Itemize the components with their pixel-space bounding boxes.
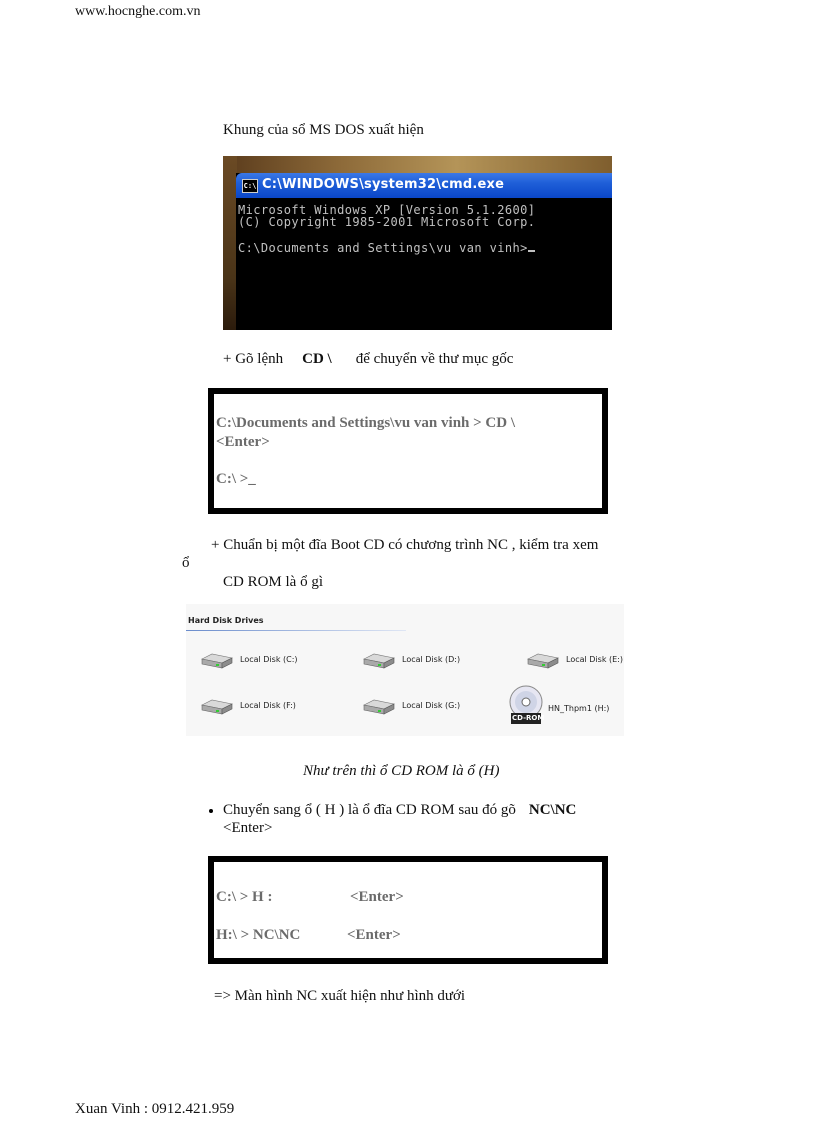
step2-hanging: ổ xyxy=(182,555,190,571)
drives-panel xyxy=(186,604,624,736)
hard-disk-icon xyxy=(362,652,396,670)
footer-author: Xuan Vinh : 0912.421.959 xyxy=(75,1101,235,1117)
code-box-2 xyxy=(208,856,608,964)
drive-label: Local Disk (F:) xyxy=(240,701,296,710)
cmd-line-2: (C) Copyright 1985-2001 Microsoft Corp. xyxy=(238,215,536,229)
desktop-background-left xyxy=(223,156,237,330)
bullet-line1 xyxy=(223,801,576,819)
box1-line1: C:\Documents and Settings\vu van vinh > CD \ xyxy=(216,415,516,431)
cmd-window xyxy=(236,173,612,330)
intro-text: Khung của sổ MS DOS xuất hiện xyxy=(223,122,424,138)
drive-label: HN_Thpm1 (H:) xyxy=(548,704,610,713)
drive-label: Local Disk (E:) xyxy=(566,655,623,664)
cmd-cursor xyxy=(528,250,535,252)
bullet-text: Chuyển sang ổ ( H ) là ổ đĩa CD ROM sau đó gõ xyxy=(223,802,516,818)
box1-line3: C:\ >_ xyxy=(216,471,256,487)
cmd-title: C:\WINDOWS\system32\cmd.exe xyxy=(262,177,505,192)
caption: Như trên thì ổ CD ROM là ổ (H) xyxy=(303,763,500,779)
bullet-dot xyxy=(209,809,213,813)
drives-heading: Hard Disk Drives xyxy=(188,616,264,625)
header-url: www.hocnghe.com.vn xyxy=(75,4,201,19)
box2-row1-cmd: C:\ > H : xyxy=(216,889,273,905)
code-box-1 xyxy=(208,388,608,514)
drives-divider xyxy=(186,630,406,631)
step1-command: CD \ xyxy=(302,351,332,367)
cmd-titlebar xyxy=(236,173,612,198)
step2-line2: CD ROM là ổ gì xyxy=(223,574,324,590)
step2-line1: + Chuẩn bị một đĩa Boot CD có chương trình NC , kiểm tra xem xyxy=(211,537,599,553)
cmd-icon: C:\ xyxy=(242,179,258,193)
drive-label: Local Disk (D:) xyxy=(402,655,461,664)
cmd-prompt-text: C:\Documents and Settings\vu van vinh> xyxy=(238,241,528,255)
hard-disk-icon xyxy=(526,652,560,670)
cmd-prompt xyxy=(238,242,535,254)
box2-row1-key: <Enter> xyxy=(350,889,404,905)
bullet-command: NC\NC xyxy=(528,802,577,818)
hard-disk-icon xyxy=(200,652,234,670)
cmd-screenshot xyxy=(223,156,612,330)
step1-suffix: để chuyển về thư mục gốc xyxy=(355,351,514,367)
cd-rom-badge: CD-ROM xyxy=(512,714,545,722)
step1-prefix: + Gõ lệnh xyxy=(223,351,284,367)
drive-label: Local Disk (C:) xyxy=(240,655,298,664)
hard-disk-icon xyxy=(362,698,396,716)
bullet-line2: <Enter> xyxy=(223,820,273,836)
step1-text xyxy=(223,350,513,368)
box1-line2: <Enter> xyxy=(216,434,270,450)
box2-row2-cmd: H:\ > NC\NC xyxy=(216,927,301,943)
cmd-line-1: Microsoft Windows XP [Version 5.1.2600] xyxy=(238,203,536,217)
result-text: => Màn hình NC xuất hiện như hình dưới xyxy=(214,988,466,1004)
box2-row2-key: <Enter> xyxy=(347,927,401,943)
hard-disk-icon xyxy=(200,698,234,716)
drive-h[interactable] xyxy=(508,684,618,730)
drive-label: Local Disk (G:) xyxy=(402,701,461,710)
